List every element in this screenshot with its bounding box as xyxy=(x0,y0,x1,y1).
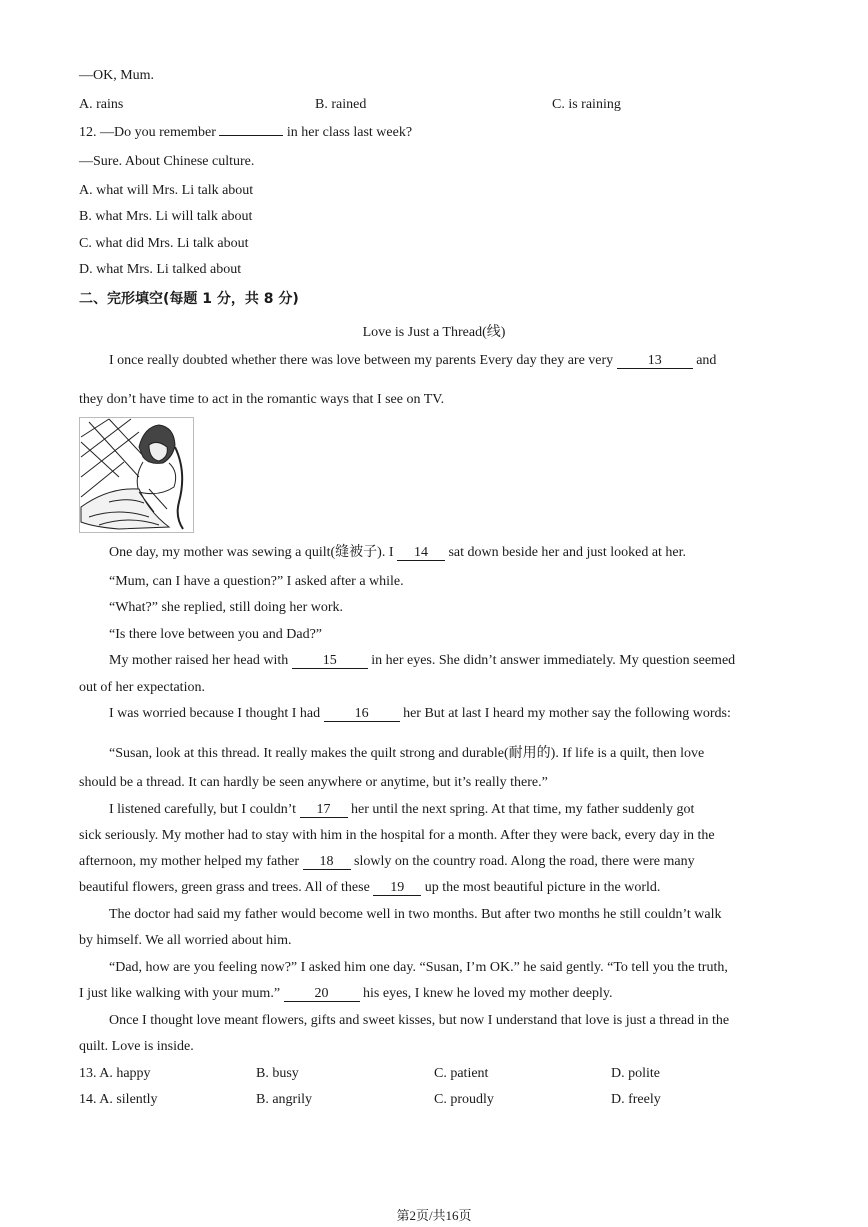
page-number: 第2页/共16页 xyxy=(396,1208,472,1223)
q13-option-b: B. busy xyxy=(256,1066,299,1081)
passage-line: I once really doubted whether there was love between my parents Every day they are very 13 and xyxy=(109,353,717,368)
blank-19: 19 xyxy=(373,880,421,896)
q13-option-d: D. polite xyxy=(611,1066,660,1081)
blank-13: 13 xyxy=(617,353,693,369)
q12-stem: 12. —Do you remember in her class last week? xyxy=(79,125,413,140)
q14-option-d: D. freely xyxy=(611,1092,661,1107)
passage-line: they don’t have time to act in the romantic ways that I see on TV. xyxy=(79,392,445,407)
passage-line: “Susan, look at this thread. It really makes the quilt strong and durable(耐用的). If life is a quilt, then love xyxy=(109,746,705,761)
passage-line: sick seriously. My mother had to stay with him in the hospital for a month. After they were back, every day in the xyxy=(79,828,715,843)
section-heading: 二、完形填空(每题 1 分，共 8 分) xyxy=(79,291,299,307)
passage-line: out of her expectation. xyxy=(79,680,205,695)
q13-option-c: C. patient xyxy=(434,1066,489,1081)
q13-option-a: 13. A. happy xyxy=(79,1066,151,1081)
blank-17: 17 xyxy=(300,802,348,818)
q11-option-a: A. rains xyxy=(79,97,124,112)
passage-line: “Mum, can I have a question?” I asked after a while. xyxy=(109,574,404,589)
passage-line: beautiful flowers, green grass and trees. All of these 19 up the most beautiful picture in the world. xyxy=(79,880,661,895)
q11-answer-line: —OK, Mum. xyxy=(79,68,155,83)
passage-title: Love is Just a Thread(线) xyxy=(362,325,506,340)
blank-14: 14 xyxy=(397,545,445,561)
passage-line: quilt. Love is inside. xyxy=(79,1039,194,1054)
blank-15: 15 xyxy=(292,653,368,669)
passage-line: I listened carefully, but I couldn’t 17 her until the next spring. At that time, my father suddenly got xyxy=(109,802,695,817)
q14-option-c: C. proudly xyxy=(434,1092,494,1107)
passage-line: “Dad, how are you feeling now?” I asked him one day. “Susan, I’m OK.” he said gently. “To tell you the truth, xyxy=(109,960,728,975)
passage-line: should be a thread. It can hardly be seen anywhere or anytime, but it’s really there.” xyxy=(79,775,548,790)
passage-line: “Is there love between you and Dad?” xyxy=(109,627,323,642)
passage-line: by himself. We all worried about him. xyxy=(79,933,292,948)
passage-line: I just like walking with your mum.” 20 his eyes, I knew he loved my mother deeply. xyxy=(79,986,613,1001)
passage-line: afternoon, my mother helped my father 18 slowly on the country road. Along the road, there were many xyxy=(79,854,695,869)
q12-blank xyxy=(219,135,283,136)
passage-line: One day, my mother was sewing a quilt(缝被子). I 14 sat down beside her and just looked at her. xyxy=(109,545,687,560)
q11-option-c: C. is raining xyxy=(552,97,621,112)
sewing-woman-illustration xyxy=(79,417,194,533)
blank-16: 16 xyxy=(324,706,400,722)
q12-reply: —Sure. About Chinese culture. xyxy=(79,154,255,169)
passage-line: Once I thought love meant flowers, gifts and sweet kisses, but now I understand that love is just a thread in the xyxy=(109,1013,730,1028)
q12-option-d: D. what Mrs. Li talked about xyxy=(79,262,242,277)
q14-option-a: 14. A. silently xyxy=(79,1092,158,1107)
q11-option-b: B. rained xyxy=(315,97,367,112)
blank-20: 20 xyxy=(284,986,360,1002)
q12-option-c: C. what did Mrs. Li talk about xyxy=(79,236,249,251)
passage-line: “What?” she replied, still doing her work. xyxy=(109,600,344,615)
blank-18: 18 xyxy=(303,854,351,870)
passage-line: The doctor had said my father would become well in two months. But after two months he still couldn’t walk xyxy=(109,907,722,922)
q12-option-a: A. what will Mrs. Li talk about xyxy=(79,183,254,198)
passage-line: My mother raised her head with 15 in her eyes. She didn’t answer immediately. My question seemed xyxy=(109,653,736,668)
passage-line: I was worried because I thought I had 16 her But at last I heard my mother say the following words: xyxy=(109,706,731,721)
q12-option-b: B. what Mrs. Li will talk about xyxy=(79,209,253,224)
q14-option-b: B. angrily xyxy=(256,1092,312,1107)
